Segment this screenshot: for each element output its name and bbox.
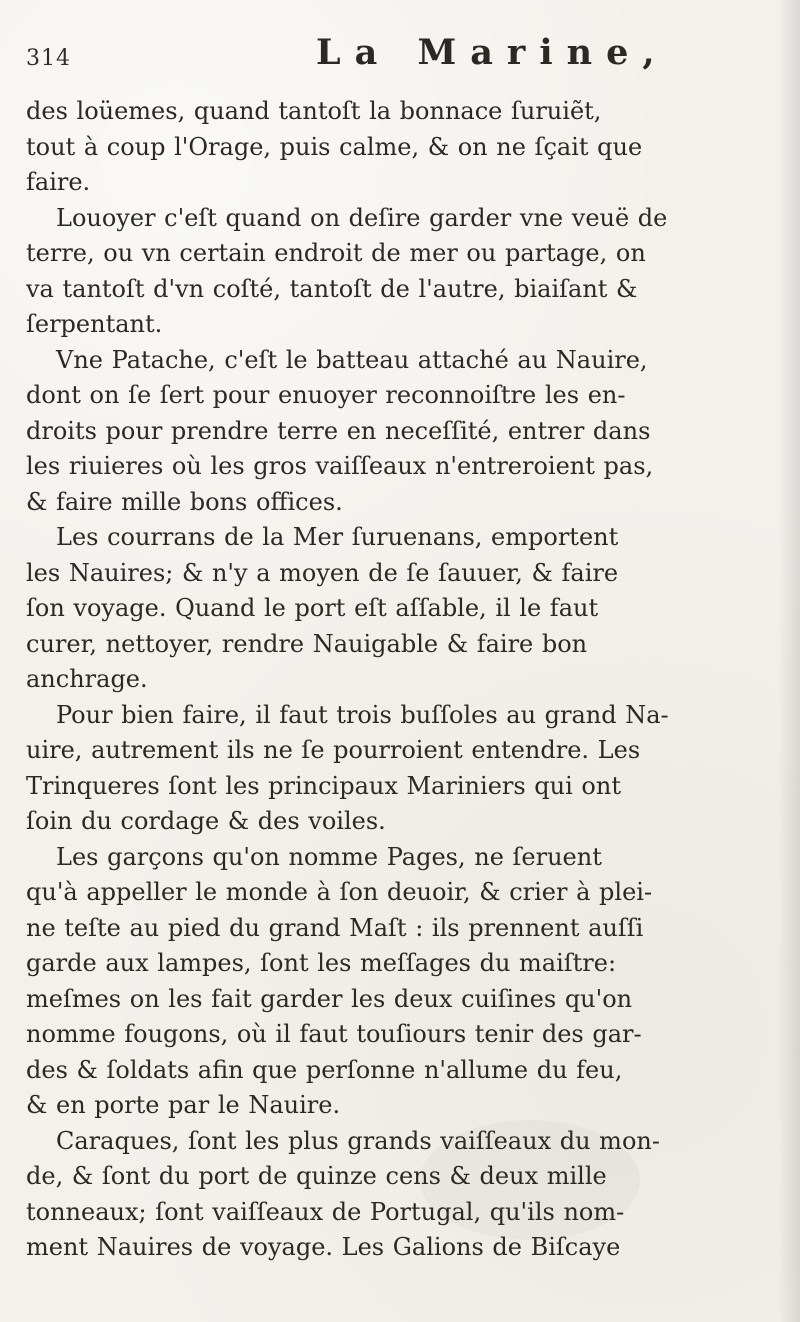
page-edge-shadow — [778, 0, 800, 1322]
text-line: curer, nettoyer, rendre Nauigable & faire bon — [26, 629, 588, 658]
text-line: ment Nauires de voyage. Les Galions de Biſcaye — [26, 1233, 621, 1261]
text-line: de, & ſont du port de quinze cens & deux mille — [26, 1162, 607, 1190]
page-header — [26, 32, 780, 94]
text-line: Louoyer c'eſt quand on deſire garder vne veuë de — [56, 203, 668, 232]
text-line: des & ſoldats afin que perſonne n'allume du feu, — [26, 1055, 623, 1084]
text-line: faire. — [26, 168, 91, 196]
text-line: ſon voyage. Quand le port eſt aſſable, il le faut — [26, 594, 599, 622]
text-line: terre, ou vn certain endroit de mer ou partage, on — [26, 239, 646, 267]
text-line: ſerpentant. — [26, 310, 163, 338]
text-line: tonneaux; ſont vaiſſeaux de Portugal, qu'ils nom- — [26, 1197, 625, 1226]
text-line: uire, autrement ils ne ſe pourroient entendre. Les — [26, 736, 641, 764]
text-line: nomme fougons, où il faut touſiours tenir des gar- — [26, 1020, 642, 1048]
text-line: Trinqueres ſont les principaux Mariniers qui ont — [26, 771, 621, 800]
text-line: & en porte par le Nauire. — [26, 1091, 341, 1119]
body-text — [26, 94, 780, 1266]
text-line: garde aux lampes, ſont les meſſages du maiſtre: — [26, 949, 617, 977]
text-line: les Nauires; & n'y a moyen de ſe ſauuer, & faire — [26, 558, 619, 587]
text-line: Vne Patache, c'eſt le batteau attaché au Nauire, — [56, 345, 648, 374]
text-line: anchrage. — [26, 665, 148, 693]
text-line: Pour bien faire, il faut trois buſſoles au grand Na- — [56, 700, 669, 729]
text-line: & faire mille bons offices. — [26, 487, 343, 516]
text-line: tout à coup l'Orage, puis calme, & on ne ſçait que — [26, 132, 643, 161]
text-line: ſoin du cordage & des voiles. — [26, 807, 386, 835]
text-line: va tantoſt d'vn coſté, tantoſt de l'autre, biaiſant & — [26, 274, 638, 303]
text-line: ne teſte au pied du grand Maſt : ils prennent auſſi — [26, 913, 644, 942]
running-title: La Marine, — [316, 32, 669, 73]
text-line: meſmes on les fait garder les deux cuiſines qu'on — [26, 984, 633, 1013]
text-line: qu'à appeller le monde à ſon deuoir, & crier à plei- — [26, 878, 653, 906]
text-line: Les courrans de la Mer ſuruenans, emportent — [56, 523, 619, 551]
text-line: des loüemes, quand tantoſt la bonnace ſuruiẽt, — [26, 97, 602, 125]
text-line: les riuieres où les gros vaiſſeaux n'entreroient pas, — [26, 452, 654, 480]
text-line: Les garçons qu'on nomme Pages, ne ſeruent — [56, 842, 602, 871]
page-number: 314 — [26, 46, 71, 71]
text-line: Caraques, ſont les plus grands vaiſſeaux du mon- — [56, 1126, 660, 1155]
text-line: dont on ſe ſert pour enuoyer reconnoiſtre les en- — [26, 381, 626, 409]
text-line: droits pour prendre terre en neceſſité, entrer dans — [26, 416, 651, 445]
page-text — [26, 32, 780, 1266]
